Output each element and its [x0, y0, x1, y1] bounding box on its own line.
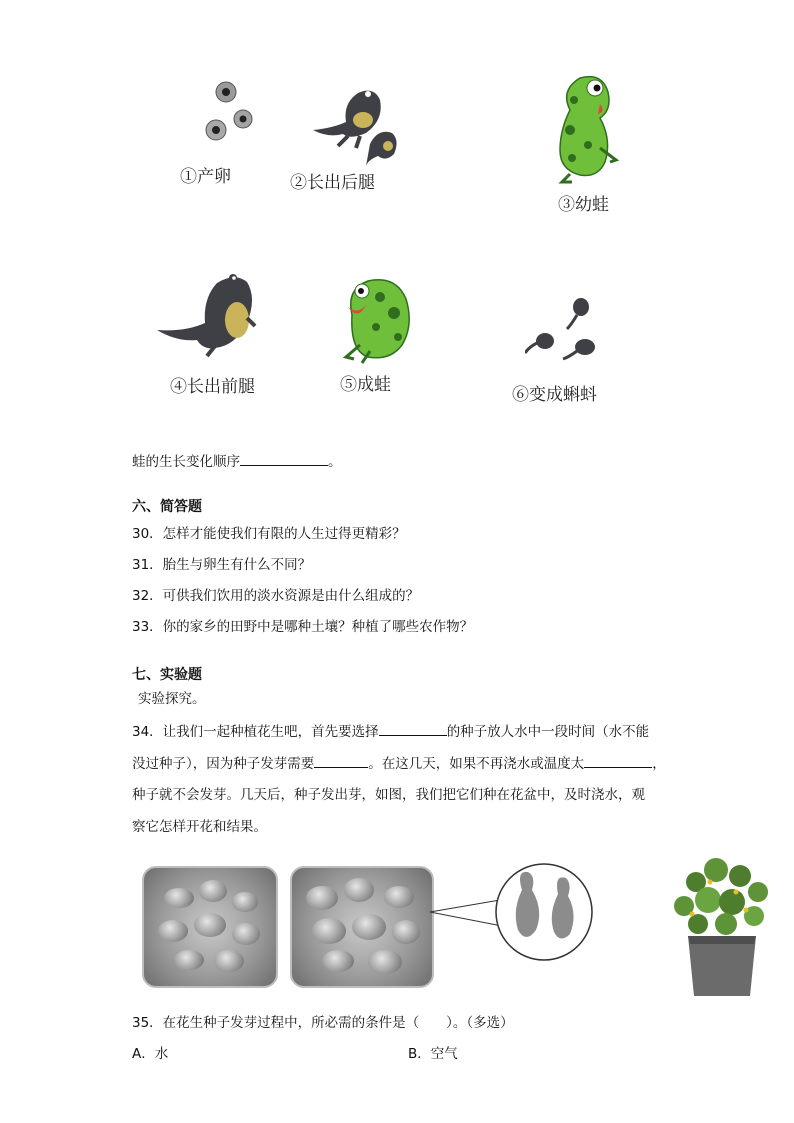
potted-peanut-plant-image: [666, 852, 778, 1000]
q34-text-e: ，: [652, 756, 666, 772]
question-34-line-1: [132, 721, 649, 742]
stage-5-caption: ⑤成蛙: [340, 375, 391, 395]
tadpole-front-legs-image: [155, 268, 265, 358]
question-33: 33．你的家乡的田野中是哪种土壤？种植了哪些农作物？: [132, 619, 474, 635]
frog-order-suffix: 。: [328, 454, 342, 470]
option-a[interactable]: A．水: [132, 1046, 169, 1062]
frog-eggs-image: [200, 80, 260, 145]
question-34-line-4: 察它怎样开花和结果。: [132, 819, 267, 835]
question-34-line-3: 种子就不会发芽。几天后，种子发出芽，如图，我们把它们种在花盆中，及时浇水，观: [132, 787, 645, 803]
q34-text-b: 的种子放人水中一段时间（水不能: [446, 724, 650, 740]
stage-4-caption: ④长出前腿: [170, 377, 255, 397]
stage-6-caption: ⑥变成蝌蚪: [512, 385, 597, 405]
sprout-zoom-callout: [420, 850, 610, 990]
section-7-title: 七、实验题: [132, 667, 202, 683]
frog-order-question: [132, 451, 342, 472]
q34-blank-2[interactable]: [314, 753, 368, 768]
young-frog-image: [550, 70, 625, 185]
question-31: 31．胎生与卵生有什么不同？: [132, 557, 312, 573]
question-34-line-2: [132, 753, 666, 774]
stage-1-caption: ①产卵: [180, 167, 231, 187]
section-6-title: 六、简答题: [132, 499, 202, 515]
frog-lifecycle-figure: [140, 70, 640, 410]
tadpoles-image: [525, 295, 605, 365]
q34-blank-3[interactable]: [584, 753, 652, 768]
section-7-intro: 实验探究。: [138, 691, 206, 707]
question-35: 35．在花生种子发芽过程中，所必需的条件是（ ）。（多选）: [132, 1015, 514, 1031]
q34-blank-1[interactable]: [379, 721, 447, 736]
question-32: 32．可供我们饮用的淡水资源是由什么组成的？: [132, 588, 420, 604]
q34-text-c: 没过种子），因为种子发芽需要: [132, 756, 315, 772]
sprouting-seeds-photo: [290, 866, 434, 988]
tadpole-hind-legs-image: [308, 78, 423, 168]
frog-order-blank[interactable]: [240, 451, 328, 466]
option-b[interactable]: B．空气: [408, 1046, 458, 1062]
adult-frog-image: [340, 275, 415, 365]
q34-text-a: 34．让我们一起种植花生吧，首先要选择: [132, 724, 379, 740]
question-30: 30．怎样才能使我们有限的人生过得更精彩？: [132, 526, 406, 542]
soaked-seeds-photo: [142, 866, 278, 988]
stage-2-caption: ②长出后腿: [290, 173, 375, 193]
frog-order-prefix: 蛙的生长变化顺序: [132, 454, 240, 470]
q34-text-d: 。在这几天，如果不再浇水或温度太: [368, 756, 585, 772]
stage-3-caption: ③幼蛙: [558, 195, 609, 215]
